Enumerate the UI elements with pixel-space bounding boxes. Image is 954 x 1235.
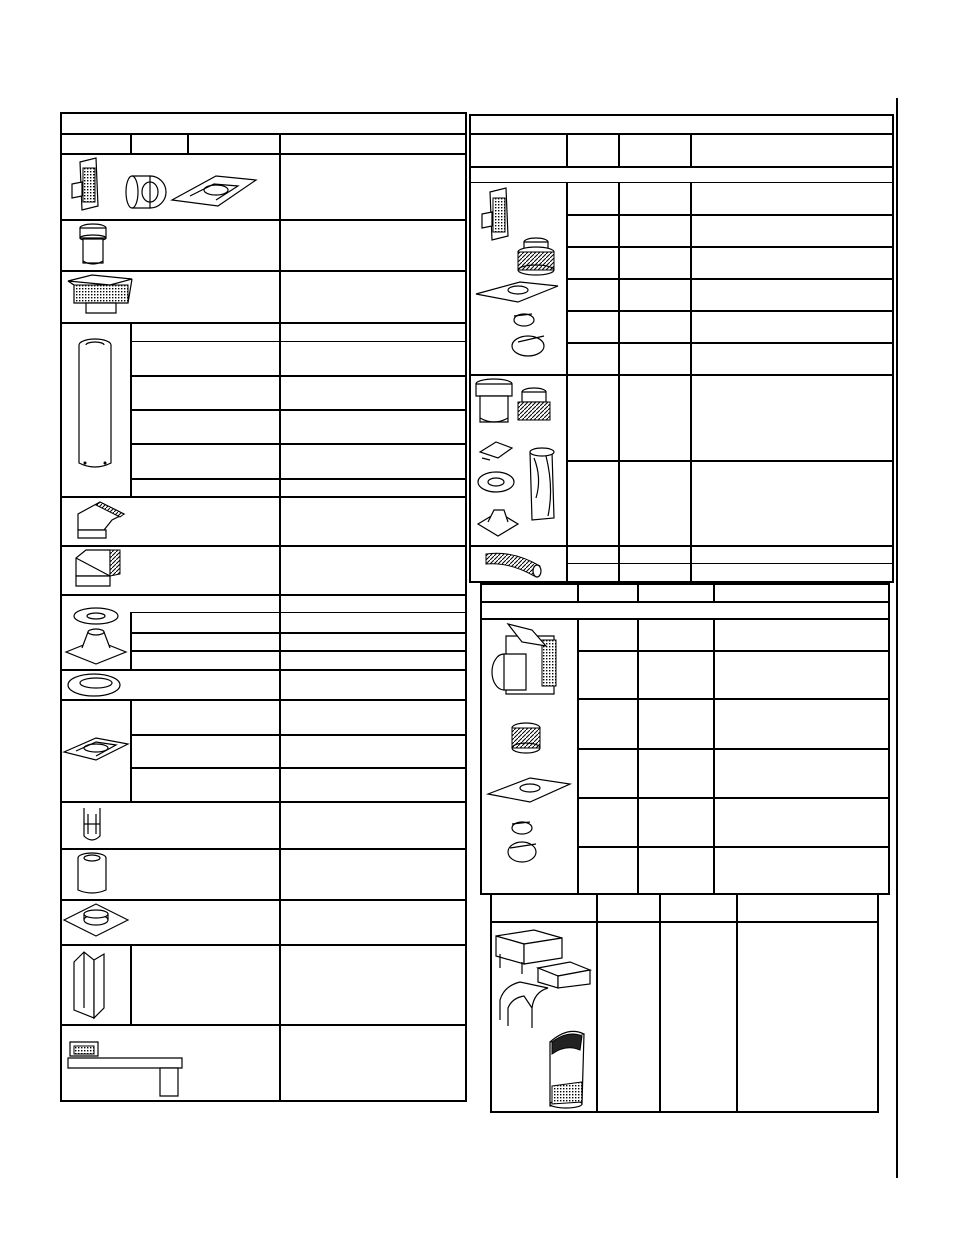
- vent-cap-icon: [64, 273, 144, 319]
- termination-kit-icon: [66, 156, 266, 216]
- straight-pipe-icon: [76, 335, 116, 475]
- wall-thimble-icon: [62, 900, 132, 942]
- horizontal-kit-icon: [474, 186, 564, 372]
- flashing-icon: [62, 606, 130, 666]
- wall-strap-icon: [78, 806, 108, 846]
- attic-shield-icon: [70, 948, 130, 1022]
- flex-liner-icon: [482, 548, 546, 580]
- pipe-adapter-icon: [76, 223, 116, 269]
- horizontal-termination-icon: [66, 1038, 186, 1098]
- vertical-kit-icon: [472, 378, 566, 544]
- page-margin-rule: [896, 98, 898, 1178]
- elbow-45-icon: [74, 500, 134, 542]
- elbow-90-icon: [72, 548, 132, 592]
- chase-covers-icon: [494, 926, 594, 1110]
- ceiling-support-icon: [74, 850, 114, 898]
- storm-collar-icon: [64, 671, 124, 699]
- firestop-spacer-icon: [62, 734, 130, 764]
- snorkel-kit-icon: [486, 622, 576, 872]
